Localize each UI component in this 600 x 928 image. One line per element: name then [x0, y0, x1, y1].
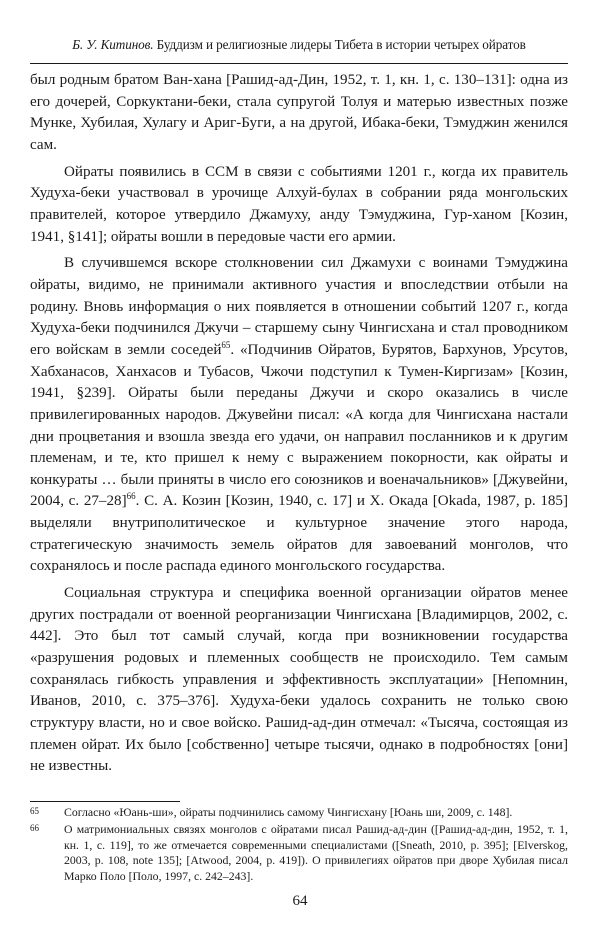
paragraph-text: . С. А. Козин [Козин, 1940, с. 17] и Х. Окада [Okada, 1987, p. 185] выделяли внутриполитическое и культурное значение этого народа, стратегическую значимость земель ойратов для завоеваний монголов, что сохранялось и после распада единого монгольского государства.: [30, 493, 569, 575]
main-text: [30, 70, 568, 778]
footnote-number: 66: [30, 823, 39, 834]
running-head-title: Буддизм и религиозные лидеры Тибета в истории четырех ойратов: [156, 37, 526, 52]
running-head-author: Б. У. Китинов.: [72, 37, 154, 52]
running-head: [30, 36, 568, 54]
footnotes: [30, 805, 568, 886]
paragraph: Социальная структура и специфика военной организации ойратов менее других пострадали от военной реорганизации Чингисхана [Владимирцов, 2002, с. 442]. Это был тот самый случай, когда при возникновении государства «разрушения родовых и племенных сообществ не происходило. Тем самым сохранялась гибкость управления и эффективность эксплуатации» [Непомнин, Иванов, 2010, с. 375–376]. Худуха-беки удалось сохранить не только свою структуру власти, но и свое войско. Рашид-ад-дин отмечал: «Тысяча, состоящая из племен ойрат. Их было [собственно] четыре тысячи, однако в подробностях [они] не известны.: [30, 585, 568, 775]
page-number: 64: [292, 893, 308, 909]
footnote-divider: [30, 801, 180, 802]
footnote-ref-65[interactable]: 65: [221, 339, 231, 350]
footnote-ref-66[interactable]: 66: [126, 491, 136, 502]
footnote: [30, 822, 568, 884]
footnote-text: О матримониальных связях монголов с ойратами писал Рашид-ад-дин ([Рашид-ад-дин, 1952, т. 1, кн. 1, с. 119], то же отмечается современными специалистами ([Sneath, 2010, p. 395]; [Elverskog, 2003, p. 108, note 135]; [Atwood, 2004, p. 419]). О привилегиях ойратов при дворе Хубилая писал Марко Поло [Поло, 1997, с. 242–243].: [64, 822, 568, 883]
footnote-text: Согласно «Юань-ши», ойраты подчинились самому Чингисхану [Юань ши, 2009, с. 148].: [64, 805, 513, 819]
paragraph: [30, 253, 568, 578]
paragraph-continuation: был родным братом Ван-хана [Рашид-ад-Дин, 1952, т. 1, кн. 1, с. 130–131]: одна из его дочерей, Соркуктани-беки, стала супругой Толуя и матерью известных позже Мунке, Хубилая, Хулагу и Ариг-Буги, а на другой, Ибака-беки, Тэмуджин женился сам.: [30, 72, 568, 153]
footnote: [30, 805, 568, 820]
paragraph: Ойраты появились в ССМ в связи с событиями 1201 г., когда их правитель Худуха-беки участвовал в урочище Алхуй-булах в собрании ряда монгольских правителей, которое утвердило Джамуху, анду Тэмуджина, Гур-ханом [Козин, 1941, §141]; ойраты вошли в передовые части его армии.: [30, 163, 568, 245]
footnote-number: 65: [30, 806, 39, 816]
header-divider: [30, 63, 568, 64]
paragraph-text: . «Подчинив Ойратов, Бурятов, Бархунов, Урсутов, Хабханасов, Ханхасов и Тубасов, Чжочи подступил к Тумен-Киргизам» [Козин, 1941, §239]. Ойраты были переданы Джучи и скоро оказались в числе привилегированных народов. Джувейни писал: «А когда для Чингисхана настали дни процветания и взошла звезда его удачи, он направил посланников и к другим племенам, и те, кто пришел к нему с выражением покорности, как ойраты и конкураты … были приняты в число его союзников и военачальников» [Джувейни, 2004, с. 27–28]: [30, 341, 568, 510]
paragraph-text: В случившемся вскоре столкновении сил Джамухи с воинами Тэмуджина ойраты, видимо, не принимали активного участия и впоследствии отбыли на родину. Вновь информация о них появляется в отношении событий 1207 г., когда Худуха-беки подчинился Джучи – старшему сыну Чингисхана и стал проводником его войскам в земли соседей: [30, 255, 568, 358]
